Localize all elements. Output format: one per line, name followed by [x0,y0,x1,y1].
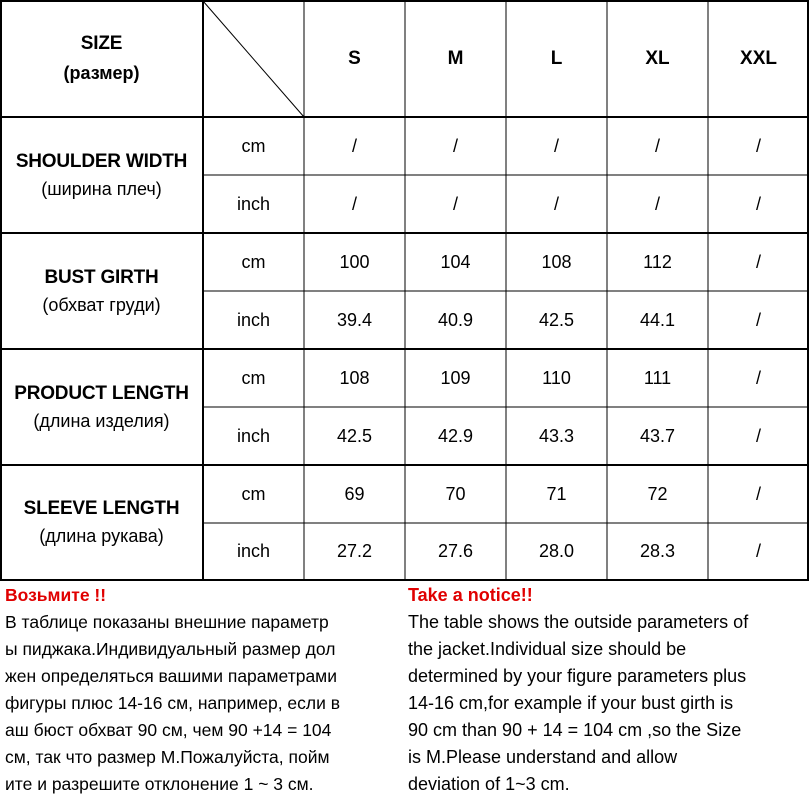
table-cell: 39.4 [336,309,373,330]
table-cell: 43.7 [639,425,676,446]
table-cell: 42.9 [437,425,474,446]
row-label-ru: (длина изделия) [33,410,170,431]
row-label-sleeve-length [0,465,203,580]
unit-inch: inch [236,193,271,214]
size-col-xl: XL [645,47,670,69]
table-cell: 111 [643,367,672,388]
table-cell: 27.6 [437,541,474,561]
table-cell: / [452,135,458,156]
row-label-en: SHOULDER WIDTH [15,150,188,172]
unit-inch: inch [236,541,271,561]
table-cell: 42.5 [336,425,373,446]
table-cell: 28.0 [538,541,575,561]
table-cell: 72 [647,483,668,504]
table-cell: 108 [339,367,370,388]
table-cell: 40.9 [437,309,474,330]
notice-line: determined by your figure parameters plus [408,666,747,686]
table-cell: / [654,193,660,214]
row-label-en: SLEEVE LENGTH [23,498,180,519]
unit-cm: cm [241,483,266,504]
row-label-ru: (ширина плеч) [41,178,162,199]
table-cell: / [755,425,761,446]
table-cell: / [654,135,660,156]
unit-inch: inch [236,309,271,330]
notice-line: is M.Please understand and allow [408,747,678,767]
notice-line: см, так что размер М.Пожалуйста, пойм [5,747,330,767]
table-cell: 70 [445,483,466,504]
row-label-en: PRODUCT LENGTH [14,382,189,404]
unit-cm: cm [241,251,266,272]
unit-cm: cm [241,367,266,388]
notice-line: deviation of 1~3 cm. [408,774,570,794]
row-label-product-length [0,349,203,465]
table-cell: / [351,193,357,214]
table-cell: / [755,193,761,214]
notice-russian [5,582,400,798]
notice-line: аш бюст обхват 90 см, чем 90 +14 = 104 [5,720,332,740]
notice-title-ru: Возьмите !! [5,585,107,605]
table-cell: 27.2 [336,541,373,561]
notice-line: фигуры плюс 14-16 см, например, если в [5,693,341,713]
table-cell: / [351,135,357,156]
size-col-l: L [550,47,563,69]
table-cell: 110 [542,367,571,388]
row-label-en: BUST GIRTH [44,266,159,288]
notice-title-en: Take a notice!! [408,585,533,605]
notice-line: В таблице показаны внешние параметр [5,612,329,632]
table-cell: 104 [440,251,471,272]
table-cell: 108 [541,251,572,272]
notice-line: ы пиджака.Индивидуальный размер дол [5,639,336,659]
table-cell: / [755,367,761,388]
notice-line: the jacket.Individual size should be [408,639,687,659]
table-cell: 44.1 [639,309,676,330]
table-cell: / [553,135,559,156]
size-col-xxl: XXL [740,47,777,69]
table-cell: 100 [339,251,370,272]
notice-line: 14-16 cm,for example if your bust girth is [408,693,734,713]
table-cell: / [755,135,761,156]
size-col-s: S [348,47,361,69]
notice-line: жен определяться вашими параметрами [5,666,337,686]
table-cell: 28.3 [639,541,676,561]
size-header-cell [0,0,203,117]
unit-cm: cm [241,135,266,156]
notice-line: 90 cm than 90 + 14 = 104 cm ,so the Size [408,720,742,740]
table-cell: / [755,483,761,504]
table-cell: 112 [643,251,672,272]
table-cell: / [755,251,761,272]
notice-english [408,582,806,798]
row-label-ru: (обхват груди) [42,294,161,315]
table-cell: 69 [344,483,365,504]
table-cell: 42.5 [538,309,575,330]
size-header-label: SIZE [80,33,123,54]
table-cell: / [755,309,761,330]
unit-inch: inch [236,425,271,446]
row-label-ru: (длина рукава) [39,526,164,546]
table-cell: / [755,541,761,561]
notice-line: The table shows the outside parameters of [408,612,749,632]
row-label-shoulder-width [0,117,203,233]
size-header-label-ru: (размер) [63,63,140,83]
notice-line: ите и разрешите отклонение 1 ~ 3 см. [5,774,314,794]
table-cell: / [553,193,559,214]
row-label-bust-girth [0,233,203,349]
table-cell: / [452,193,458,214]
size-col-m: M [447,47,464,69]
table-cell: 109 [440,367,471,388]
table-cell: 71 [546,483,567,504]
table-cell: 43.3 [538,425,575,446]
